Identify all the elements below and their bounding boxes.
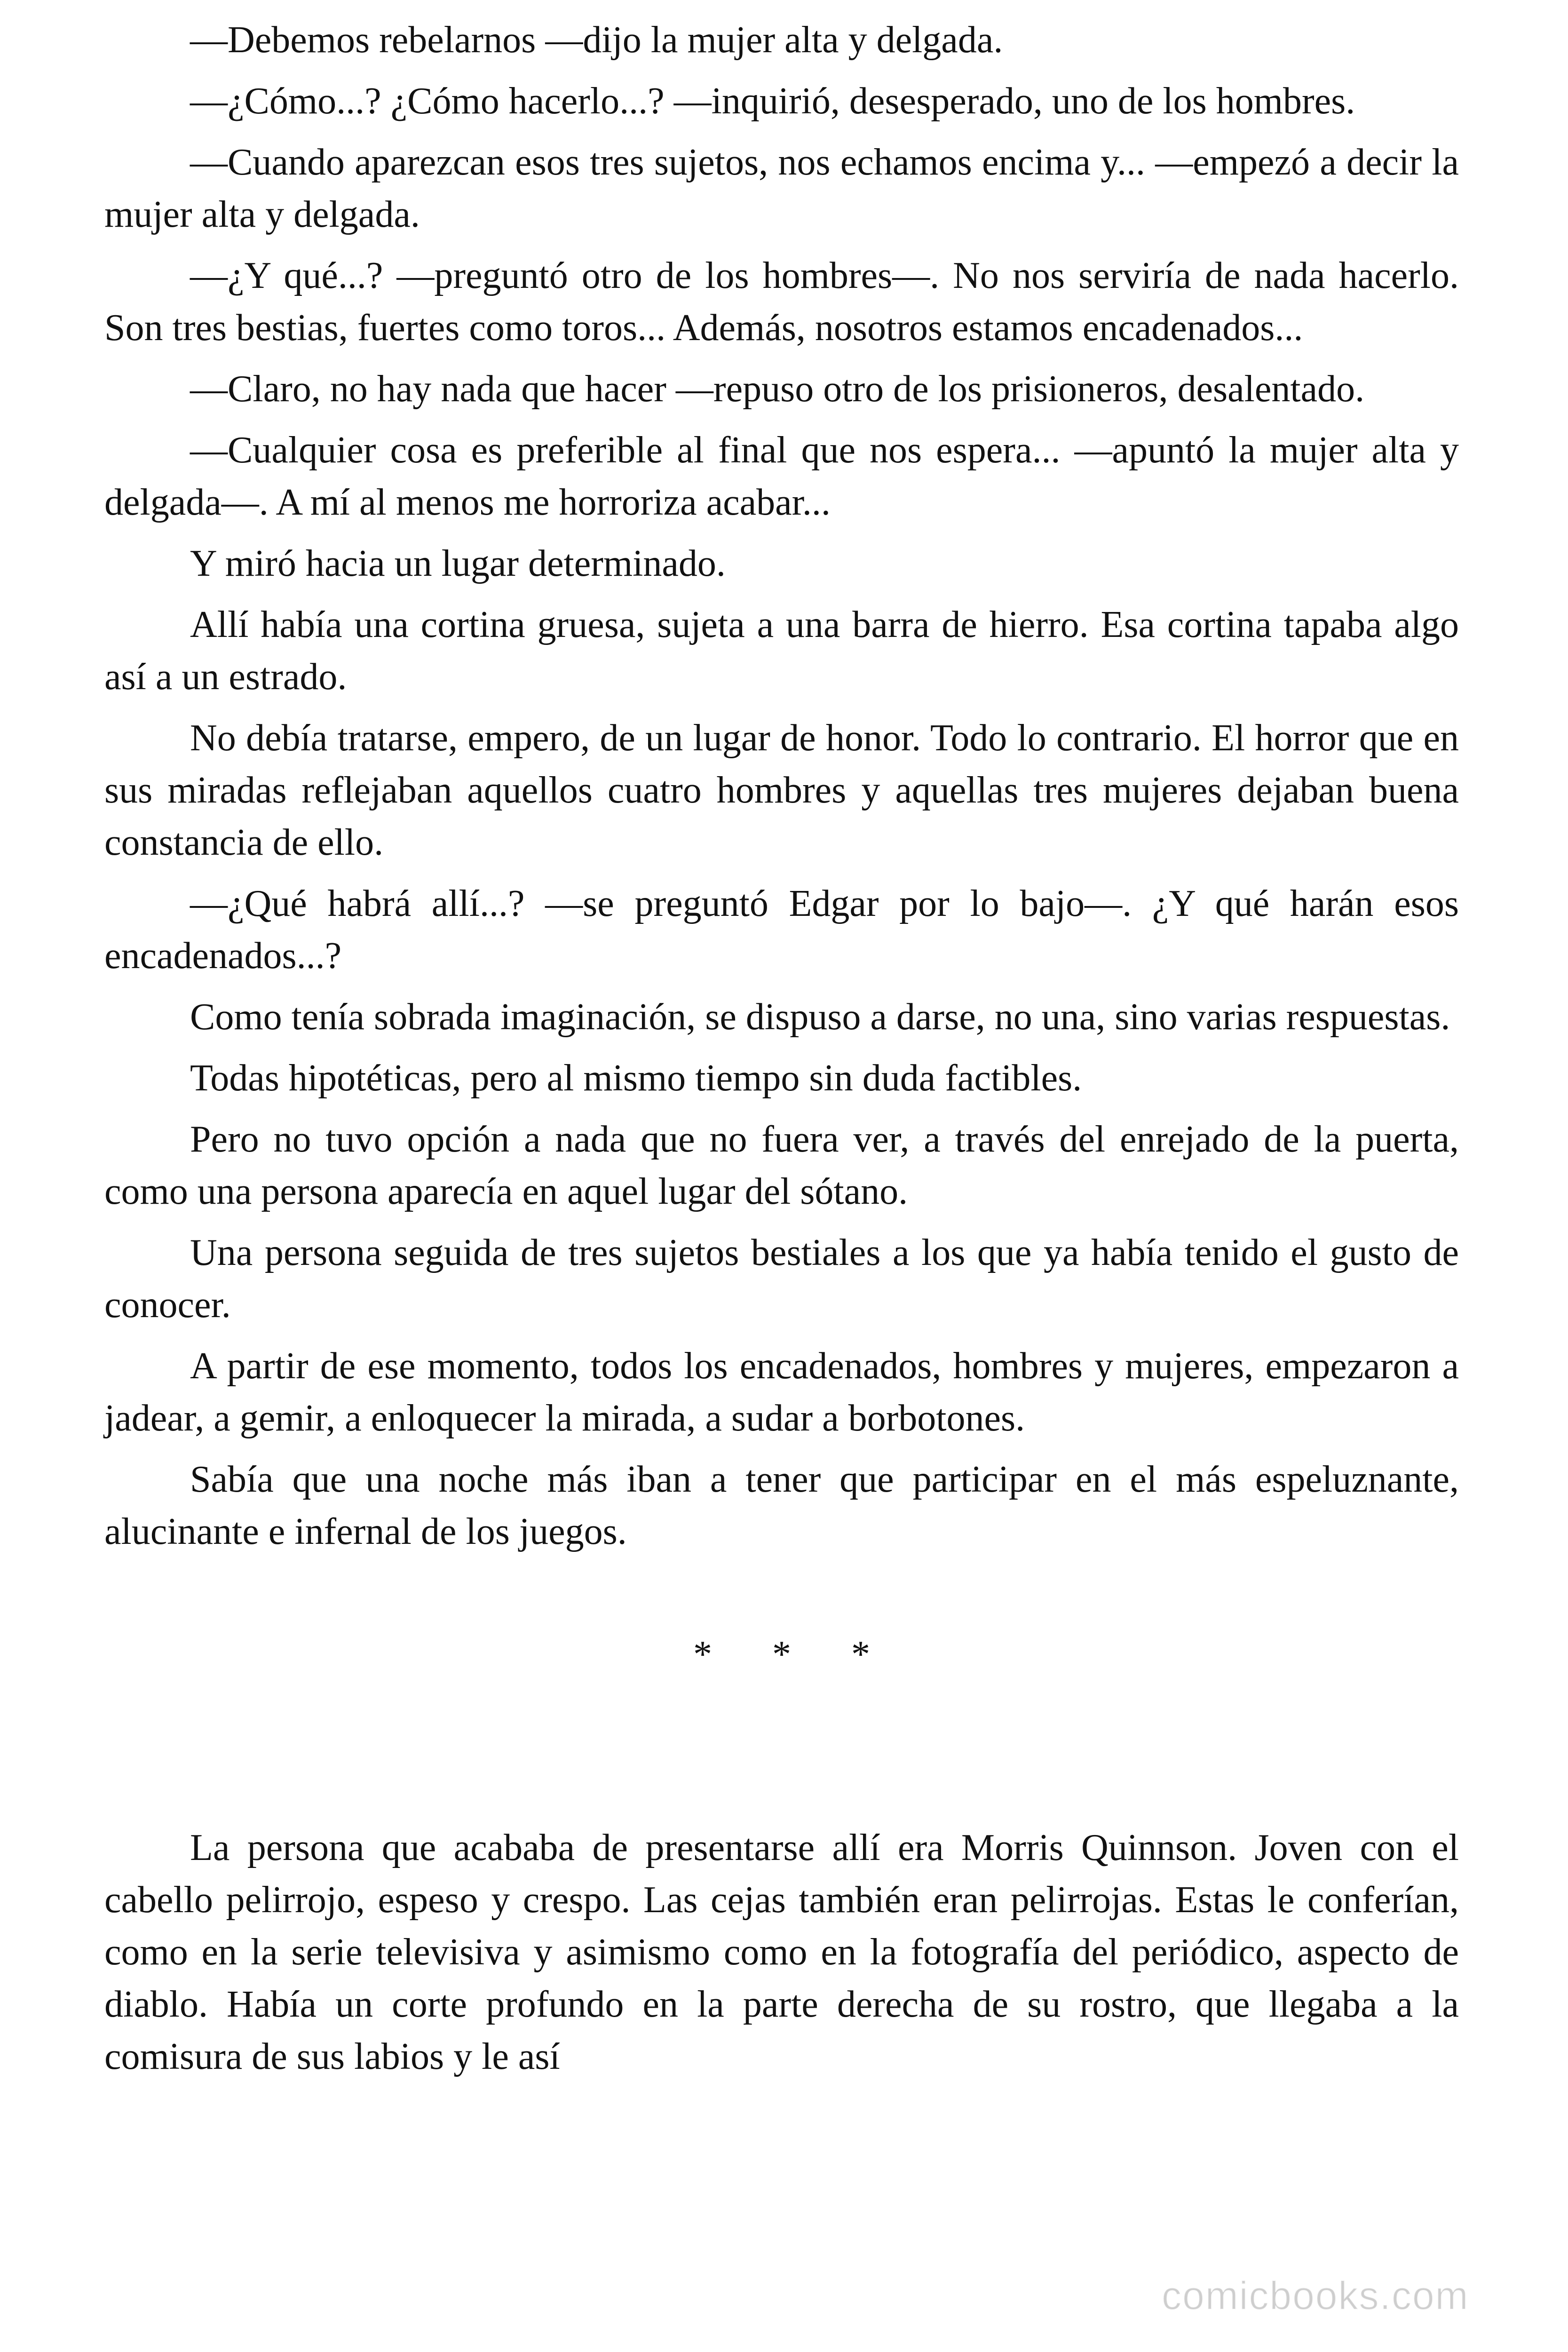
paragraph: —¿Qué habrá allí...? —se preguntó Edgar por lo bajo—. ¿Y qué harán esos encadenados...?: [104, 883, 1459, 977]
paragraph: Pero no tuvo opción a nada que no fuera ver, a través del enrejado de la puerta, como una persona aparecía en aquel lugar del sótano.: [104, 1119, 1459, 1212]
section-break: * * *: [693, 1634, 895, 1675]
paragraph: Como tenía sobrada imaginación, se dispuso a darse, no una, sino varias respuestas.: [190, 996, 1450, 1038]
paragraph: Y miró hacia un lugar determinado.: [190, 543, 726, 584]
paragraph: No debía tratarse, empero, de un lugar de honor. Todo lo contrario. El horror que en sus miradas reflejaban aquellos cuatro hombres y aquellas tres mujeres dejaban buena constancia de ello.: [104, 717, 1459, 863]
paragraph: La persona que acababa de presentarse allí era Morris Quinnson. Joven con el cabello pelirrojo, espeso y crespo. Las cejas también eran pelirrojas. Estas le conferían, como en la serie televisiva y asimismo como en la fotografía del periódico, aspecto de diablo. Había un corte profundo en la parte derecha de su rostro, que llegaba a la comisura de sus labios y le así: [104, 1827, 1459, 2077]
paragraph: Todas hipotéticas, pero al mismo tiempo sin duda factibles.: [190, 1057, 1082, 1099]
paragraph: —Cuando aparezcan esos tres sujetos, nos echamos encima y... —empezó a decir la mujer alta y delgada.: [104, 142, 1459, 235]
paragraph: —Claro, no hay nada que hacer —repuso otro de los prisioneros, desalentado.: [190, 368, 1365, 410]
text-column: [104, 14, 1459, 2092]
paragraph: —Debemos rebelarnos —dijo la mujer alta y delgada.: [190, 19, 1003, 61]
paragraph: Allí había una cortina gruesa, sujeta a una barra de hierro. Esa cortina tapaba algo así a un estrado.: [104, 604, 1459, 698]
paragraph: Sabía que una noche más iban a tener que participar en el más espeluznante, alucinante e infernal de los juegos.: [104, 1459, 1459, 1552]
paragraph: Una persona seguida de tres sujetos bestiales a los que ya había tenido el gusto de conocer.: [104, 1232, 1459, 1326]
paragraph: —¿Y qué...? —preguntó otro de los hombres—. No nos serviría de nada hacerlo. Son tres bestias, fuertes como toros... Además, nosotros estamos encadenados...: [104, 255, 1459, 349]
paragraph: —Cualquier cosa es preferible al final que nos espera... —apuntó la mujer alta y delgada—. A mí al menos me horroriza acabar...: [104, 429, 1459, 523]
paragraph: —¿Cómo...? ¿Cómo hacerlo...? —inquirió, desesperado, uno de los hombres.: [190, 80, 1355, 122]
watermark: comicbooks.com: [1162, 2273, 1469, 2318]
paragraph: A partir de ese momento, todos los encadenados, hombres y mujeres, empezaron a jadear, a gemir, a enloquecer la mirada, a sudar a borbotones.: [104, 1345, 1459, 1439]
